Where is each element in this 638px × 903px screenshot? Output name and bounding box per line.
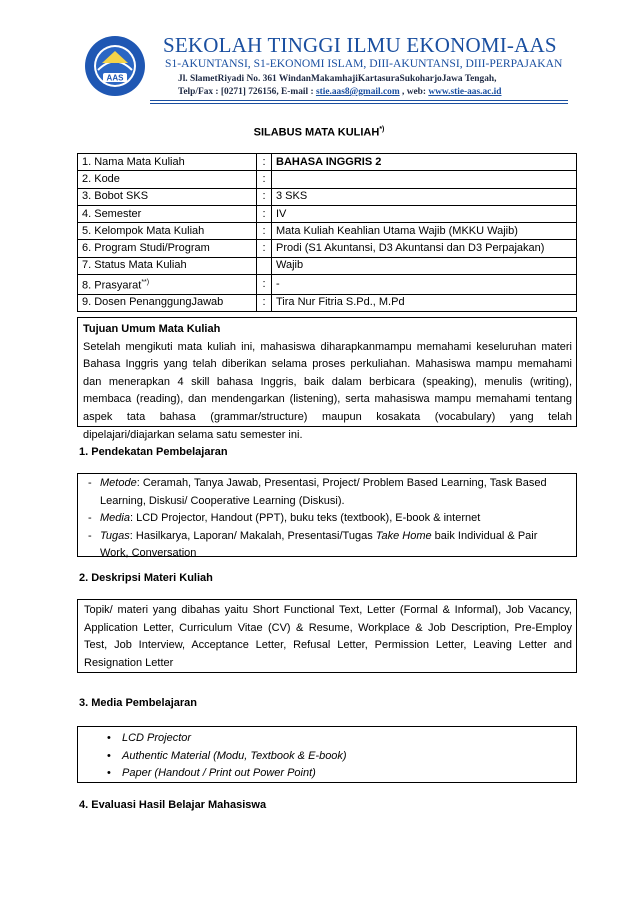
info-row (78, 171, 577, 188)
header-rule (150, 100, 568, 101)
info-label: 9. Dosen PenanggungJawab (78, 294, 257, 311)
document-title (0, 126, 638, 139)
institution-contact (178, 87, 502, 97)
contact-prefix: Telp/Fax : [0271] 726156, E-mail : (178, 87, 316, 97)
info-separator: : (257, 275, 272, 295)
info-row (78, 154, 577, 171)
info-row (78, 275, 577, 295)
media-item: • LCD Projector (107, 732, 192, 744)
section-3-heading: 3. Media Pembelajaran (79, 697, 197, 709)
approach-item-media: - Media: LCD Projector, Handout (PPT), buku teks (textbook), E-book & internet (88, 512, 481, 525)
approach-item-metode: - Metode: Ceramah, Tanya Jawab, Presentasi, Project/ Problem Based Learning, Task Based Learning, Diskusi/ Cooperative Learning (Diskusi). (88, 477, 547, 507)
header-rule-thin (150, 103, 568, 104)
approach-emphasis: Take Home (375, 529, 432, 542)
objective-box (77, 317, 577, 441)
section-2-heading: 2. Deskripsi Materi Kuliah (79, 572, 213, 584)
institution-name: SEKOLAH TINGGI ILMU EKONOMI-AAS (163, 33, 557, 57)
info-row (78, 205, 577, 222)
approach-text-after: baik Individual & Pair Work, Conversation (100, 529, 538, 560)
info-row (78, 240, 577, 257)
info-value: Prodi (S1 Akuntansi, D3 Akuntansi dan D3 Perpajakan) (272, 240, 577, 257)
objective-heading: Tujuan Umum Mata Kuliah (83, 323, 221, 335)
info-separator: : (257, 154, 272, 171)
approach-key: Metode (100, 477, 137, 489)
section-4-heading: 4. Evaluasi Hasil Belajar Mahasiswa (79, 799, 267, 811)
info-label: 3. Bobot SKS (78, 188, 257, 205)
media-list (82, 730, 572, 783)
contact-mid: , web: (399, 87, 429, 97)
info-separator (257, 257, 272, 274)
info-value: - (272, 275, 577, 295)
objective-text: Setelah mengikuti mata kuliah ini, mahasiswa diharapkanmampu memahami keseluruhan materi Bahasa Inggris yang telah diberikan selama proses perkuliahan. Mahasiswa mampu memahami dan menerapkan 4 skill bahasa Inggris, baik dalam berbicara (speaking), menulis (writing), membaca (reading), dan mendengarkan (listening), serta mahasiswa mampu memahami tentang aspek tata bahasa (grammar/structure) maupun kosakata (vocabulary) yang telah dipelajari/diajarkan selama satu semester ini. (83, 340, 572, 441)
info-label: 1. Nama Mata Kuliah (78, 154, 257, 171)
approach-list (86, 475, 568, 563)
course-info-table (77, 153, 577, 312)
info-value: BAHASA INGGRIS 2 (272, 154, 577, 171)
info-value: Wajib (272, 257, 577, 274)
web-link[interactable]: www.stie-aas.ac.id (428, 87, 502, 97)
info-value: IV (272, 205, 577, 222)
title-text: SILABUS MATA KULIAH (253, 126, 380, 139)
info-value: Mata Kuliah Keahlian Utama Wajib (MKKU Wajib) (272, 223, 577, 240)
media-item: • Authentic Material (Modu, Textbook & E-book) (107, 749, 347, 762)
info-separator: : (257, 171, 272, 188)
info-separator: : (257, 223, 272, 240)
institution-address: Jl. SlametRiyadi No. 361 WindanMakamhajiKartasuraSukoharjoJawa Tengah, (178, 74, 497, 84)
info-separator: : (257, 205, 272, 222)
media-box (77, 726, 577, 783)
email-link[interactable]: stie.aas8@gmail.com (315, 87, 400, 97)
study-programs: S1-AKUNTANSI, S1-EKONOMI ISLAM, DIII-AKUNTANSI, DIII-PERPAJAKAN (165, 57, 563, 70)
info-label: 7. Status Mata Kuliah (78, 257, 257, 274)
media-item: • Paper (Handout / Print out Power Point) (107, 767, 316, 780)
info-label: 4. Semester (78, 205, 257, 222)
approach-key: Tugas (100, 529, 130, 542)
label-mark: **) (141, 279, 150, 287)
info-label: 5. Kelompok Mata Kuliah (78, 223, 257, 240)
approach-text: : Hasilkarya, Laporan/ Makalah, Presentasi/Tugas (129, 529, 376, 542)
info-separator: : (257, 188, 272, 205)
info-row (78, 188, 577, 205)
description-text: Topik/ materi yang dibahas yaitu Short Functional Text, Letter (Formal & Informal), Job Vacancy, Application Letter, Curriculum Vitae (CV) & Resume, Workplace & Job Description, Pre-Employ Test, Job Interview, Acceptance Letter, Refusal Letter, Permission Letter, Leaving Letter and Resignation Letter (84, 604, 572, 669)
info-value: Tira Nur Fitria S.Pd., M.Pd (272, 294, 577, 311)
logo-text: AAS (106, 73, 124, 83)
description-box (77, 599, 577, 673)
info-label: 8. Prasyarat**) (78, 275, 257, 295)
approach-box (77, 473, 577, 560)
info-value (272, 171, 577, 188)
info-row (78, 257, 577, 274)
section-1-heading: 1. Pendekatan Pembelajaran (79, 446, 228, 458)
info-row (78, 294, 577, 311)
info-label: 6. Program Studi/Program (78, 240, 257, 257)
info-row (78, 223, 577, 240)
approach-text: : Ceramah, Tanya Jawab, Presentasi, Project/ Problem Based Learning, Task Based Learning, Diskusi/ Cooperative Learning (Diskusi). (100, 477, 547, 507)
approach-text: : LCD Projector, Handout (PPT), buku teks (textbook), E-book & internet (129, 512, 481, 525)
institution-logo (84, 35, 146, 97)
info-separator: : (257, 294, 272, 311)
approach-key: Media (100, 512, 130, 525)
title-mark: *) (379, 126, 385, 133)
info-label: 2. Kode (78, 171, 257, 188)
info-separator: : (257, 240, 272, 257)
approach-item-tugas: - Tugas: Hasilkarya, Laporan/ Makalah, Presentasi/Tugas Take Home baik Individual & Pair Work, Conversation (88, 529, 538, 560)
info-value: 3 SKS (272, 188, 577, 205)
